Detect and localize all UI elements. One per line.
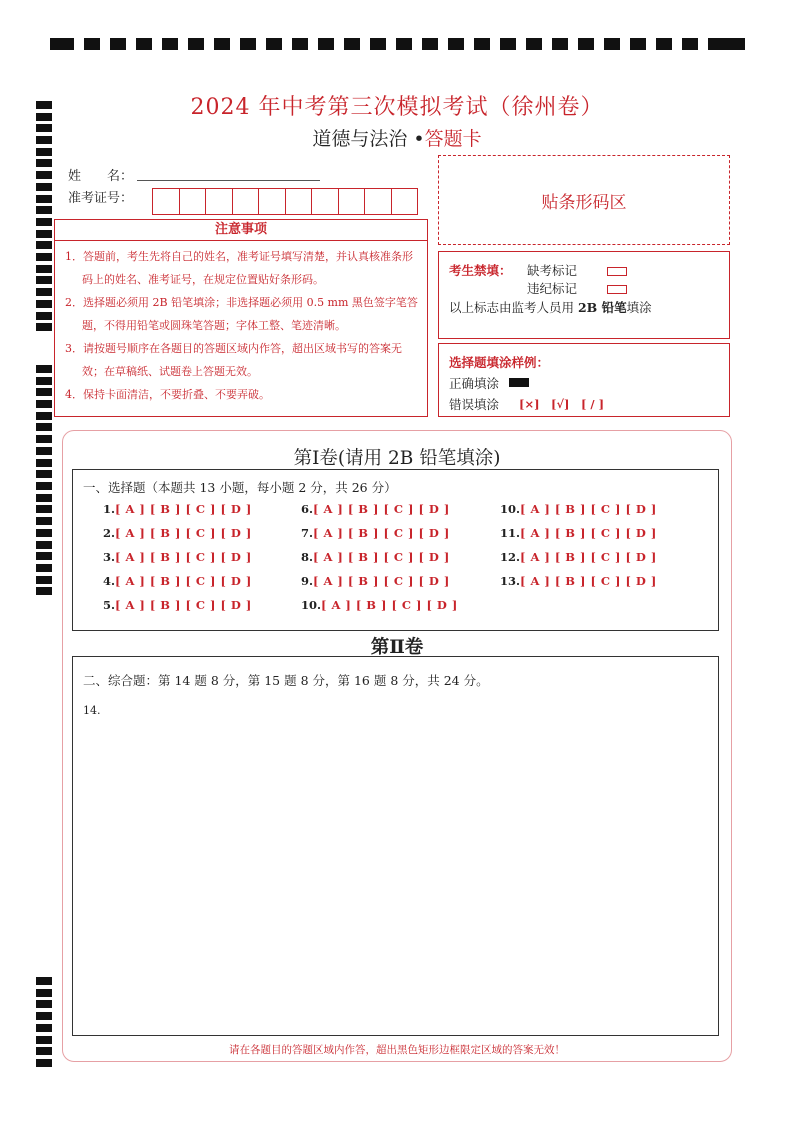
top-timing-marks (50, 38, 745, 52)
timing-mark (36, 300, 52, 308)
timing-mark (36, 470, 52, 478)
timing-mark (36, 1024, 52, 1032)
timing-mark (552, 38, 568, 50)
timing-mark (656, 38, 672, 50)
choice-question[interactable]: 1.[ A ] [ B ] [ C ] [ D ] (103, 502, 252, 516)
digit-box[interactable] (365, 189, 392, 214)
timing-mark (36, 529, 52, 537)
timing-mark (110, 38, 126, 50)
timing-mark (36, 989, 52, 997)
timing-mark (36, 977, 52, 985)
card-label: 答题卡 (424, 128, 482, 150)
timing-mark (604, 38, 620, 50)
timing-mark (526, 38, 542, 50)
timing-mark (36, 1047, 52, 1055)
timing-mark (36, 541, 52, 549)
choice-question[interactable]: 3.[ A ] [ B ] [ C ] [ D ] (103, 550, 252, 564)
composite-heading: 二、综合题：第 14 题 8 分，第 15 题 8 分，第 16 题 8 分，共 24 分。 (83, 673, 489, 688)
digit-box[interactable] (392, 189, 418, 214)
digit-box[interactable] (339, 189, 366, 214)
timing-mark (36, 576, 52, 584)
timing-mark (136, 38, 152, 50)
timing-mark (396, 38, 412, 50)
timing-mark (36, 183, 52, 191)
choice-question[interactable]: 11.[ A ] [ B ] [ C ] [ D ] (500, 526, 657, 540)
timing-mark (500, 38, 516, 50)
barcode-area (438, 155, 730, 245)
notice-item: 4．保持卡面清洁，不要折叠、不要弄破。 (65, 388, 270, 401)
footer-warning: 请在各题目的答题区域内作答，超出黑色矩形边框限定区域的答案无效！ (229, 1044, 565, 1056)
choice-question[interactable]: 4.[ A ] [ B ] [ C ] [ D ] (103, 574, 252, 588)
fill-sample-panel (438, 343, 730, 417)
choice-question[interactable]: 10.[ A ] [ B ] [ C ] [ D ] (301, 598, 458, 612)
timing-mark (36, 388, 52, 396)
digit-box[interactable] (180, 189, 207, 214)
notice-item: 3．请按题号顺序在各题目的答题区域内作答，超出区域书写的答案无效；在草稿纸、试题卷上答题无效。 (65, 342, 402, 378)
barcode-area-label: 贴条形码区 (541, 193, 627, 213)
timing-mark (474, 38, 490, 50)
exam-number-label: 准考证号： (68, 191, 134, 206)
proctor-note: 以上标志由监考人员用 2B 铅笔填涂 (449, 300, 652, 315)
digit-box[interactable] (206, 189, 233, 214)
timing-mark (240, 38, 256, 50)
timing-mark (36, 400, 52, 408)
forbid-label: 考生禁填： (449, 263, 512, 278)
timing-mark (370, 38, 386, 50)
exam-number-boxes[interactable] (152, 188, 418, 215)
timing-mark (36, 171, 52, 179)
timing-mark (36, 423, 52, 431)
proctor-only-panel (438, 251, 730, 339)
timing-mark (50, 38, 74, 50)
timing-mark (36, 459, 52, 467)
timing-mark (36, 517, 52, 525)
question-14-label: 14. (83, 704, 101, 717)
timing-mark (448, 38, 464, 50)
timing-mark (36, 494, 52, 502)
absent-mark-box[interactable] (607, 263, 627, 278)
timing-mark (266, 38, 282, 50)
timing-mark (36, 288, 52, 296)
timing-mark (36, 159, 52, 167)
timing-mark (36, 230, 52, 238)
timing-mark (36, 482, 52, 490)
timing-mark (36, 241, 52, 249)
timing-mark (188, 38, 204, 50)
choice-question[interactable]: 2.[ A ] [ B ] [ C ] [ D ] (103, 526, 252, 540)
notice-panel (54, 219, 428, 417)
choice-question[interactable]: 7.[ A ] [ B ] [ C ] [ D ] (301, 526, 450, 540)
section2-title: 第Ⅱ卷 (370, 637, 424, 658)
timing-mark (292, 38, 308, 50)
correct-fill-mark (509, 378, 529, 387)
timing-mark (36, 1059, 52, 1067)
choice-question[interactable]: 9.[ A ] [ B ] [ C ] [ D ] (301, 574, 450, 588)
violation-mark-box[interactable] (607, 281, 627, 296)
timing-mark (36, 323, 52, 331)
timing-mark (36, 218, 52, 226)
timing-mark (36, 377, 52, 385)
violation-label: 违纪标记 (527, 281, 578, 296)
timing-mark (36, 435, 52, 443)
wrong-fill-label: 错误填涂 (449, 397, 500, 412)
absent-label: 缺考标记 (527, 263, 578, 278)
choice-question[interactable]: 8.[ A ] [ B ] [ C ] [ D ] (301, 550, 450, 564)
subtitle (0, 124, 794, 151)
correct-fill-label: 正确填涂 (449, 376, 500, 391)
timing-mark (630, 38, 646, 50)
timing-mark (422, 38, 438, 50)
timing-mark (36, 505, 52, 513)
choice-question[interactable]: 5.[ A ] [ B ] [ C ] [ D ] (103, 598, 252, 612)
timing-mark (36, 1036, 52, 1044)
free-answer-box[interactable] (72, 656, 719, 1036)
choice-question[interactable]: 10.[ A ] [ B ] [ C ] [ D ] (500, 502, 657, 516)
timing-mark (720, 38, 745, 50)
notice-item: 2．选择题必须用 2B 铅笔填涂；非选择题必须用 0.5 mm 黑色签字笔答题，不得用铅笔或圆珠笔答题；字体工整、笔迹清晰。 (65, 296, 418, 332)
timing-mark (36, 253, 52, 261)
timing-mark (36, 412, 52, 420)
timing-mark (84, 38, 100, 50)
timing-mark (36, 206, 52, 214)
digit-box[interactable] (312, 189, 339, 214)
timing-mark (36, 312, 52, 320)
timing-mark (162, 38, 178, 50)
name-label: 姓 名： (68, 169, 134, 184)
sample-heading: 选择题填涂样例： (449, 355, 550, 370)
separator-dot: • (413, 128, 425, 150)
timing-mark (36, 1000, 52, 1008)
wrong-fill-marks: [×] [√] [ / ] (519, 397, 605, 411)
digit-box[interactable] (153, 189, 180, 214)
timing-mark (36, 447, 52, 455)
subject-name: 道德与法治 (312, 128, 408, 150)
timing-mark (682, 38, 698, 50)
digit-box[interactable] (286, 189, 313, 214)
timing-mark (36, 552, 52, 560)
choice-question[interactable]: 13.[ A ] [ B ] [ C ] [ D ] (500, 574, 657, 588)
notice-item: 1．答题前，考生先将自己的姓名，准考证号填写清楚，并认真核准条形码上的姓名、准考证号，在规定位置贴好条形码。 (65, 250, 413, 286)
exam-title: 2024 年中考第三次模拟考试（徐州卷） (190, 95, 604, 120)
digit-box[interactable] (233, 189, 260, 214)
notice-heading: 注意事项 (55, 220, 427, 241)
timing-mark (36, 1012, 52, 1020)
section1-title: 第Ⅰ卷(请用 2B 铅笔填涂) (293, 448, 501, 469)
timing-mark (318, 38, 334, 50)
timing-mark (36, 564, 52, 572)
timing-mark (36, 195, 52, 203)
timing-mark (36, 265, 52, 273)
timing-mark (36, 276, 52, 284)
timing-mark (344, 38, 360, 50)
digit-box[interactable] (259, 189, 286, 214)
timing-mark (578, 38, 594, 50)
choice-question[interactable]: 6.[ A ] [ B ] [ C ] [ D ] (301, 502, 450, 516)
name-field[interactable] (137, 180, 320, 181)
timing-mark (214, 38, 230, 50)
choice-question[interactable]: 12.[ A ] [ B ] [ C ] [ D ] (500, 550, 657, 564)
timing-mark (36, 365, 52, 373)
choice-heading: 一、选择题（本题共 13 小题，每小题 2 分，共 26 分） (83, 480, 397, 495)
timing-mark (36, 587, 52, 595)
